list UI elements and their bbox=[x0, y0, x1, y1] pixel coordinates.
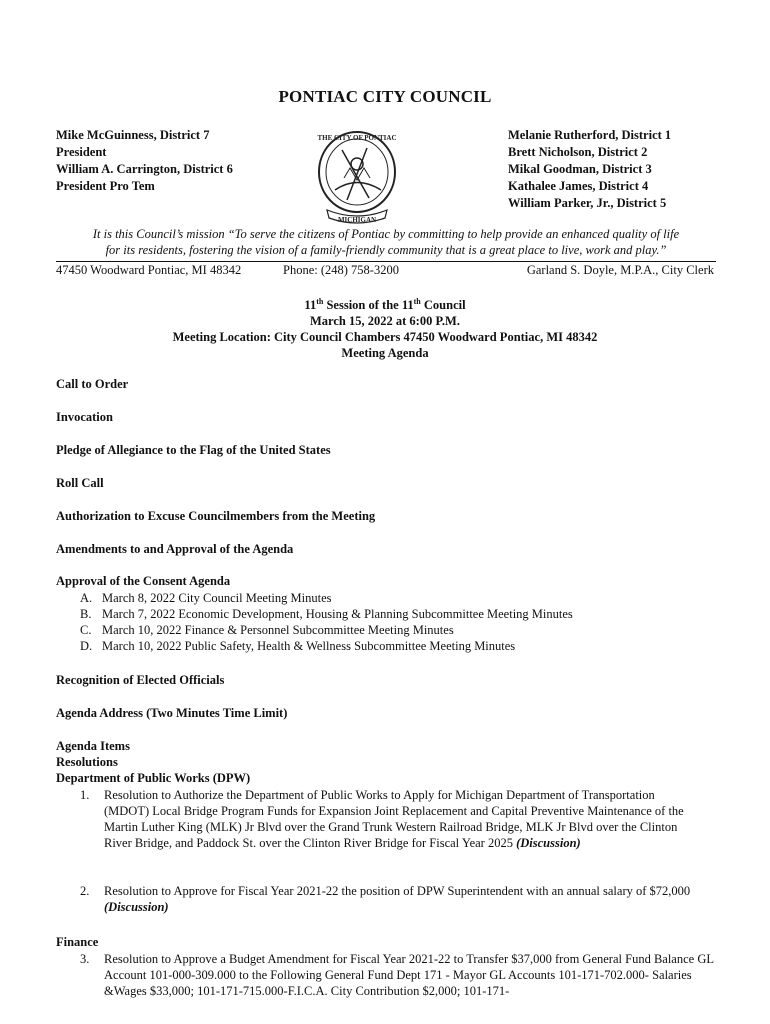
mission-statement bbox=[56, 226, 716, 258]
finance-heading: Finance bbox=[56, 935, 99, 949]
mission-line: It is this Council’s mission “To serve the citizens of Pontiac by committing to help provide an enhanced quality of life bbox=[92, 227, 680, 241]
meeting-agenda-title: Meeting Agenda bbox=[341, 346, 429, 361]
member-line: Melanie Rutherford, District 1 bbox=[508, 128, 672, 142]
session-title: 11th Session of the 11th Council bbox=[304, 297, 466, 313]
pledge: Pledge of Allegiance to the Flag of the United States bbox=[56, 443, 331, 457]
council-leadership bbox=[56, 127, 233, 195]
dpw-heading: Department of Public Works (DPW) bbox=[56, 771, 251, 785]
resolutions: Resolutions bbox=[56, 755, 118, 769]
session-info bbox=[0, 294, 770, 361]
list-item: D. March 10, 2022 Public Safety, Health & Wellness Subcommittee Meeting Minutes bbox=[80, 639, 516, 653]
member-line: President bbox=[56, 145, 107, 159]
consent-agenda: Approval of the Consent Agenda bbox=[56, 574, 231, 588]
member-line: William Parker, Jr., District 5 bbox=[508, 196, 667, 210]
list-item: C. March 10, 2022 Finance & Personnel Subcommittee Meeting Minutes bbox=[80, 623, 454, 637]
agenda-items: Agenda Items bbox=[56, 739, 130, 753]
member-line: Brett Nicholson, District 2 bbox=[508, 145, 648, 159]
city-clerk: Garland S. Doyle, M.P.A., City Clerk bbox=[526, 263, 714, 277]
list-item: B. March 7, 2022 Economic Development, Housing & Planning Subcommittee Meeting Minutes bbox=[80, 607, 573, 621]
member-line: Kathalee James, District 4 bbox=[508, 179, 649, 193]
agenda-address: Agenda Address (Two Minutes Time Limit) bbox=[56, 706, 288, 720]
city-seal-icon bbox=[297, 120, 417, 230]
authorization: Authorization to Excuse Councilmembers from the Meeting bbox=[56, 509, 376, 523]
council-address: 47450 Woodward Pontiac, MI 48342 bbox=[56, 263, 242, 277]
consent-list bbox=[80, 590, 573, 654]
member-line: William A. Carrington, District 6 bbox=[56, 162, 233, 176]
list-item: 1. Resolution to Authorize the Department of Public Works to Apply for Michigan Department of Transportation (MDOT) Local Bridge Program Funds for Expansion Joint Replacement and Capital Preventive Maintenance of the Martin Luther King (MLK) Jr Blvd over the Grand Trunk Western Railroad Bridge, MLK Jr Blvd over the Clinton River Bridge, and Paddock St. over the Clinton River Bridge for Fiscal Year 2025 (Discussion) bbox=[80, 788, 684, 850]
finance-list bbox=[80, 951, 718, 999]
member-line: Mikal Goodman, District 3 bbox=[508, 162, 652, 176]
council-phone: Phone: (248) 758-3200 bbox=[283, 263, 399, 277]
meeting-location: Meeting Location: City Council Chambers 47450 Woodward Pontiac, MI 48342 bbox=[172, 330, 598, 345]
council-members bbox=[508, 127, 671, 212]
member-line: Mike McGuinness, District 7 bbox=[56, 128, 210, 142]
mission-line: for its residents, fostering the vision of a family-friendly community that is a great place to live, work and play.” bbox=[105, 243, 667, 257]
session-date: March 15, 2022 at 6:00 P.M. bbox=[310, 314, 460, 329]
list-item: 2. Resolution to Approve for Fiscal Year 2021-22 the position of DPW Superintendent with an annual salary of $72,000 (Discussion) bbox=[80, 884, 691, 914]
list-item: A. March 8, 2022 City Council Meeting Minutes bbox=[80, 591, 332, 605]
roll-call: Roll Call bbox=[56, 476, 104, 490]
invocation: Invocation bbox=[56, 410, 113, 424]
member-line: President Pro Tem bbox=[56, 179, 155, 193]
dpw-list bbox=[80, 787, 694, 851]
call-to-order: Call to Order bbox=[56, 377, 129, 391]
amendments: Amendments to and Approval of the Agenda bbox=[56, 542, 294, 556]
page-title: PONTIAC CITY COUNCIL bbox=[278, 87, 492, 106]
seal-top-text: THE CITY OF PONTIAC bbox=[317, 134, 397, 142]
list-item: 3. Resolution to Approve a Budget Amendment for Fiscal Year 2021-22 to Transfer $37,000 from General Fund Balance GL Account 101-000-309.000 to the Following General Fund Dept 171 - Mayor GL Accounts 101-171-702.000- Salaries &Wages $33,000; 101-171-715.000-F.I.C.A. City Contribution $2,000; 101-171- bbox=[80, 952, 714, 998]
dpw-list bbox=[80, 883, 718, 915]
seal-bottom-text: MICHIGAN bbox=[337, 216, 377, 224]
divider bbox=[56, 261, 716, 262]
recognition: Recognition of Elected Officials bbox=[56, 673, 225, 687]
